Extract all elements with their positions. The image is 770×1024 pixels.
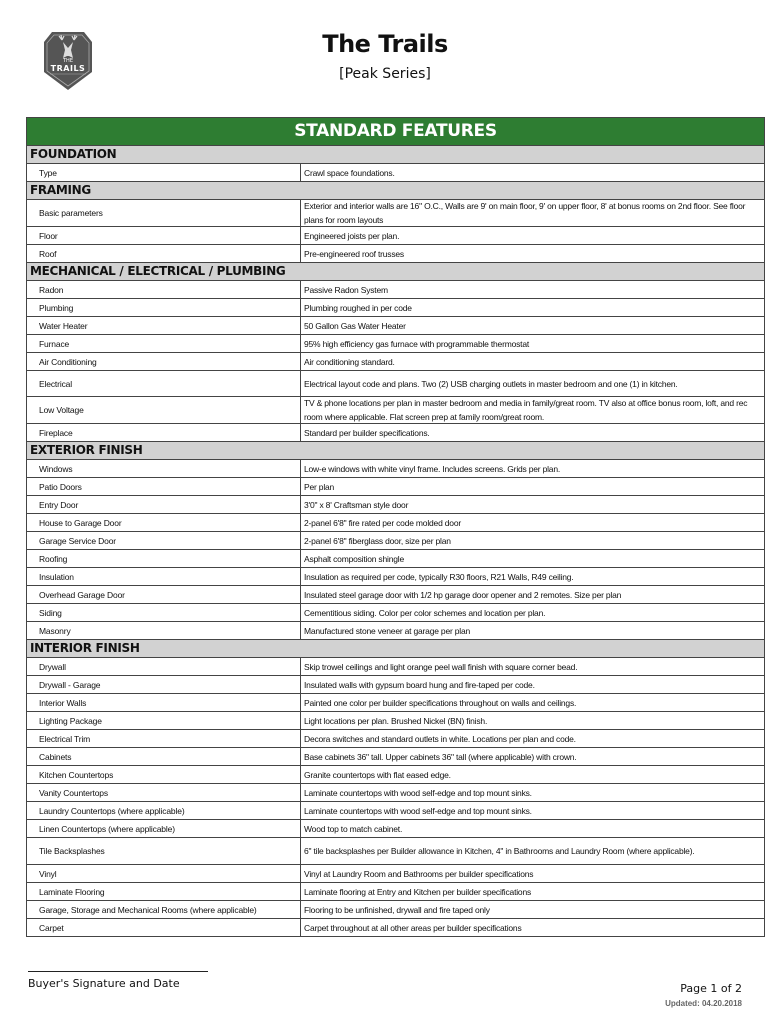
table-row — [27, 514, 764, 532]
feature-value: Base cabinets 36" tall. Upper cabinets 36" tall (where applicable) with crown. — [304, 751, 577, 762]
feature-label: Garage, Storage and Mechanical Rooms (where applicable) — [27, 901, 301, 918]
table-row — [27, 622, 764, 640]
feature-label: Electrical Trim — [27, 730, 301, 747]
standard-features-banner: STANDARD FEATURES — [27, 118, 764, 146]
feature-value: TV & phone locations per plan in master bedroom and media in family/great room. TV also at office bonus room, loft, and rec room where applicable. Flat screen prep at family room/great room. — [304, 398, 748, 422]
feature-label: Linen Countertops (where applicable) — [27, 820, 301, 837]
feature-value: Pre-engineered roof trusses — [304, 248, 404, 259]
page-subtitle: [Peak Series] — [339, 66, 431, 82]
feature-value: 3'0" x 8' Craftsman style door — [304, 499, 409, 510]
table-row — [27, 586, 764, 604]
feature-value: Engineered joists per plan. — [304, 230, 400, 241]
feature-label: Garage Service Door — [27, 532, 301, 549]
feature-value: Wood top to match cabinet. — [304, 823, 403, 834]
table-row — [27, 766, 764, 784]
feature-label: Entry Door — [27, 496, 301, 513]
page-title: The Trails — [322, 30, 448, 58]
feature-value: Skip trowel ceilings and light orange peel wall finish with square corner bead. — [304, 661, 578, 672]
table-row — [27, 227, 764, 245]
table-row — [27, 568, 764, 586]
table-row — [27, 424, 764, 442]
feature-value: Cementitious siding. Color per color schemes and location per plan. — [304, 607, 546, 618]
feature-label: Siding — [27, 604, 301, 621]
table-row — [27, 604, 764, 622]
feature-value: Electrical layout code and plans. Two (2) USB charging outlets in master bedroom and one (1) in kitchen. — [304, 378, 678, 389]
feature-label: Plumbing — [27, 299, 301, 316]
feature-value: Per plan — [304, 481, 335, 492]
feature-value: Crawl space foundations. — [304, 167, 395, 178]
feature-label: Windows — [27, 460, 301, 477]
feature-label: Laminate Flooring — [27, 883, 301, 900]
feature-label: Water Heater — [27, 317, 301, 334]
feature-value: Light locations per plan. Brushed Nickel (BN) finish. — [304, 715, 488, 726]
section-heading: FOUNDATION — [27, 146, 764, 164]
feature-label: Drywall - Garage — [27, 676, 301, 693]
table-row — [27, 658, 764, 676]
feature-value: Granite countertops with flat eased edge. — [304, 769, 451, 780]
feature-label: Interior Walls — [27, 694, 301, 711]
table-row — [27, 901, 764, 919]
feature-value: Laminate flooring at Entry and Kitchen per builder specifications — [304, 886, 532, 897]
table-row — [27, 397, 764, 424]
feature-label: Cabinets — [27, 748, 301, 765]
feature-value: 50 Gallon Gas Water Heater — [304, 320, 406, 331]
section-heading: EXTERIOR FINISH — [27, 442, 764, 460]
feature-value: Plumbing roughed in per code — [304, 302, 412, 313]
feature-label: Tile Backsplashes — [27, 838, 301, 864]
feature-label: Fireplace — [27, 424, 301, 441]
feature-label: Type — [27, 164, 301, 181]
feature-value: 2-panel 6'8" fiberglass door, size per plan — [304, 535, 451, 546]
section-heading: FRAMING — [27, 182, 764, 200]
table-row — [27, 460, 764, 478]
table-row — [27, 694, 764, 712]
feature-value: Exterior and interior walls are 16" O.C., Walls are 9' on main floor, 9' on upper floor, 8' at bonus rooms on 2nd floor. See floor plans for room layouts — [304, 201, 746, 225]
feature-label: Furnace — [27, 335, 301, 352]
feature-label: Lighting Package — [27, 712, 301, 729]
feature-value: Carpet throughout at all other areas per builder specifications — [304, 922, 522, 933]
updated-date: Updated: 04.20.2018 — [665, 999, 742, 1008]
section-heading: INTERIOR FINISH — [27, 640, 764, 658]
feature-value: Manufactured stone veneer at garage per plan — [304, 625, 471, 636]
signature-label: Buyer's Signature and Date — [28, 977, 180, 990]
table-row — [27, 784, 764, 802]
feature-label: Overhead Garage Door — [27, 586, 301, 603]
feature-label: Masonry — [27, 622, 301, 639]
table-row — [27, 335, 764, 353]
table-row — [27, 371, 764, 397]
table-row — [27, 730, 764, 748]
table-row — [27, 883, 764, 901]
section-heading: MECHANICAL / ELECTRICAL / PLUMBING — [27, 263, 764, 281]
feature-value: Decora switches and standard outlets in white. Locations per plan and code. — [304, 733, 576, 744]
logo-text-top: THE — [63, 58, 73, 64]
feature-label: Air Conditioning — [27, 353, 301, 370]
feature-label: Low Voltage — [27, 397, 301, 423]
table-row — [27, 299, 764, 317]
table-row — [27, 532, 764, 550]
feature-value: Passive Radon System — [304, 284, 388, 295]
table-row — [27, 496, 764, 514]
feature-label: Insulation — [27, 568, 301, 585]
feature-value: Vinyl at Laundry Room and Bathrooms per builder specifications — [304, 868, 534, 879]
table-row — [27, 820, 764, 838]
page-number: Page 1 of 2 — [680, 982, 742, 995]
table-row — [27, 317, 764, 335]
feature-label: Laundry Countertops (where applicable) — [27, 802, 301, 819]
feature-label: Vanity Countertops — [27, 784, 301, 801]
feature-label: Vinyl — [27, 865, 301, 882]
table-row — [27, 245, 764, 263]
feature-label: Carpet — [27, 919, 301, 936]
feature-value: Low-e windows with white vinyl frame. Includes screens. Grids per plan. — [304, 463, 561, 474]
feature-label: House to Garage Door — [27, 514, 301, 531]
feature-value: Asphalt composition shingle — [304, 553, 404, 564]
table-row — [27, 919, 764, 937]
table-row — [27, 712, 764, 730]
logo-text-main: TRAILS — [50, 64, 86, 73]
feature-label: Roofing — [27, 550, 301, 567]
feature-label: Basic parameters — [27, 200, 301, 226]
table-row — [27, 676, 764, 694]
feature-label: Floor — [27, 227, 301, 244]
table-row — [27, 353, 764, 371]
feature-value: 2-panel 6'8" fire rated per code molded door — [304, 517, 461, 528]
feature-value: Insulated steel garage door with 1/2 hp garage door opener and 2 remotes. Size per plan — [304, 589, 622, 600]
feature-value: Laminate countertops with wood self-edge and top mount sinks. — [304, 805, 532, 816]
feature-value: Painted one color per builder specifications throughout on walls and ceilings. — [304, 697, 577, 708]
feature-label: Kitchen Countertops — [27, 766, 301, 783]
feature-label: Patio Doors — [27, 478, 301, 495]
table-row — [27, 550, 764, 568]
table-row — [27, 865, 764, 883]
features-table — [26, 117, 765, 937]
signature-line — [28, 971, 208, 972]
table-row — [27, 200, 764, 227]
feature-value: Air conditioning standard. — [304, 356, 395, 367]
table-row — [27, 281, 764, 299]
table-row — [27, 748, 764, 766]
feature-value: Insulation as required per code, typically R30 floors, R21 Walls, R49 ceiling. — [304, 571, 574, 582]
feature-value: 95% high efficiency gas furnace with programmable thermostat — [304, 338, 530, 349]
table-row — [27, 838, 764, 865]
table-row — [27, 478, 764, 496]
feature-label: Radon — [27, 281, 301, 298]
feature-value: Standard per builder specifications. — [304, 427, 430, 438]
table-row — [27, 164, 764, 182]
table-row — [27, 802, 764, 820]
feature-value: Flooring to be unfinished, drywall and fire taped only — [304, 904, 490, 915]
feature-value: 6" tile backsplashes per Builder allowance in Kitchen, 4" in Bathrooms and Laundry Room (where applicable). — [304, 846, 695, 856]
feature-label: Roof — [27, 245, 301, 262]
feature-label: Electrical — [27, 371, 301, 396]
feature-value: Insulated walls with gypsum board hung and fire-taped per code. — [304, 679, 535, 690]
feature-label: Drywall — [27, 658, 301, 675]
feature-value: Laminate countertops with wood self-edge and top mount sinks. — [304, 787, 532, 798]
